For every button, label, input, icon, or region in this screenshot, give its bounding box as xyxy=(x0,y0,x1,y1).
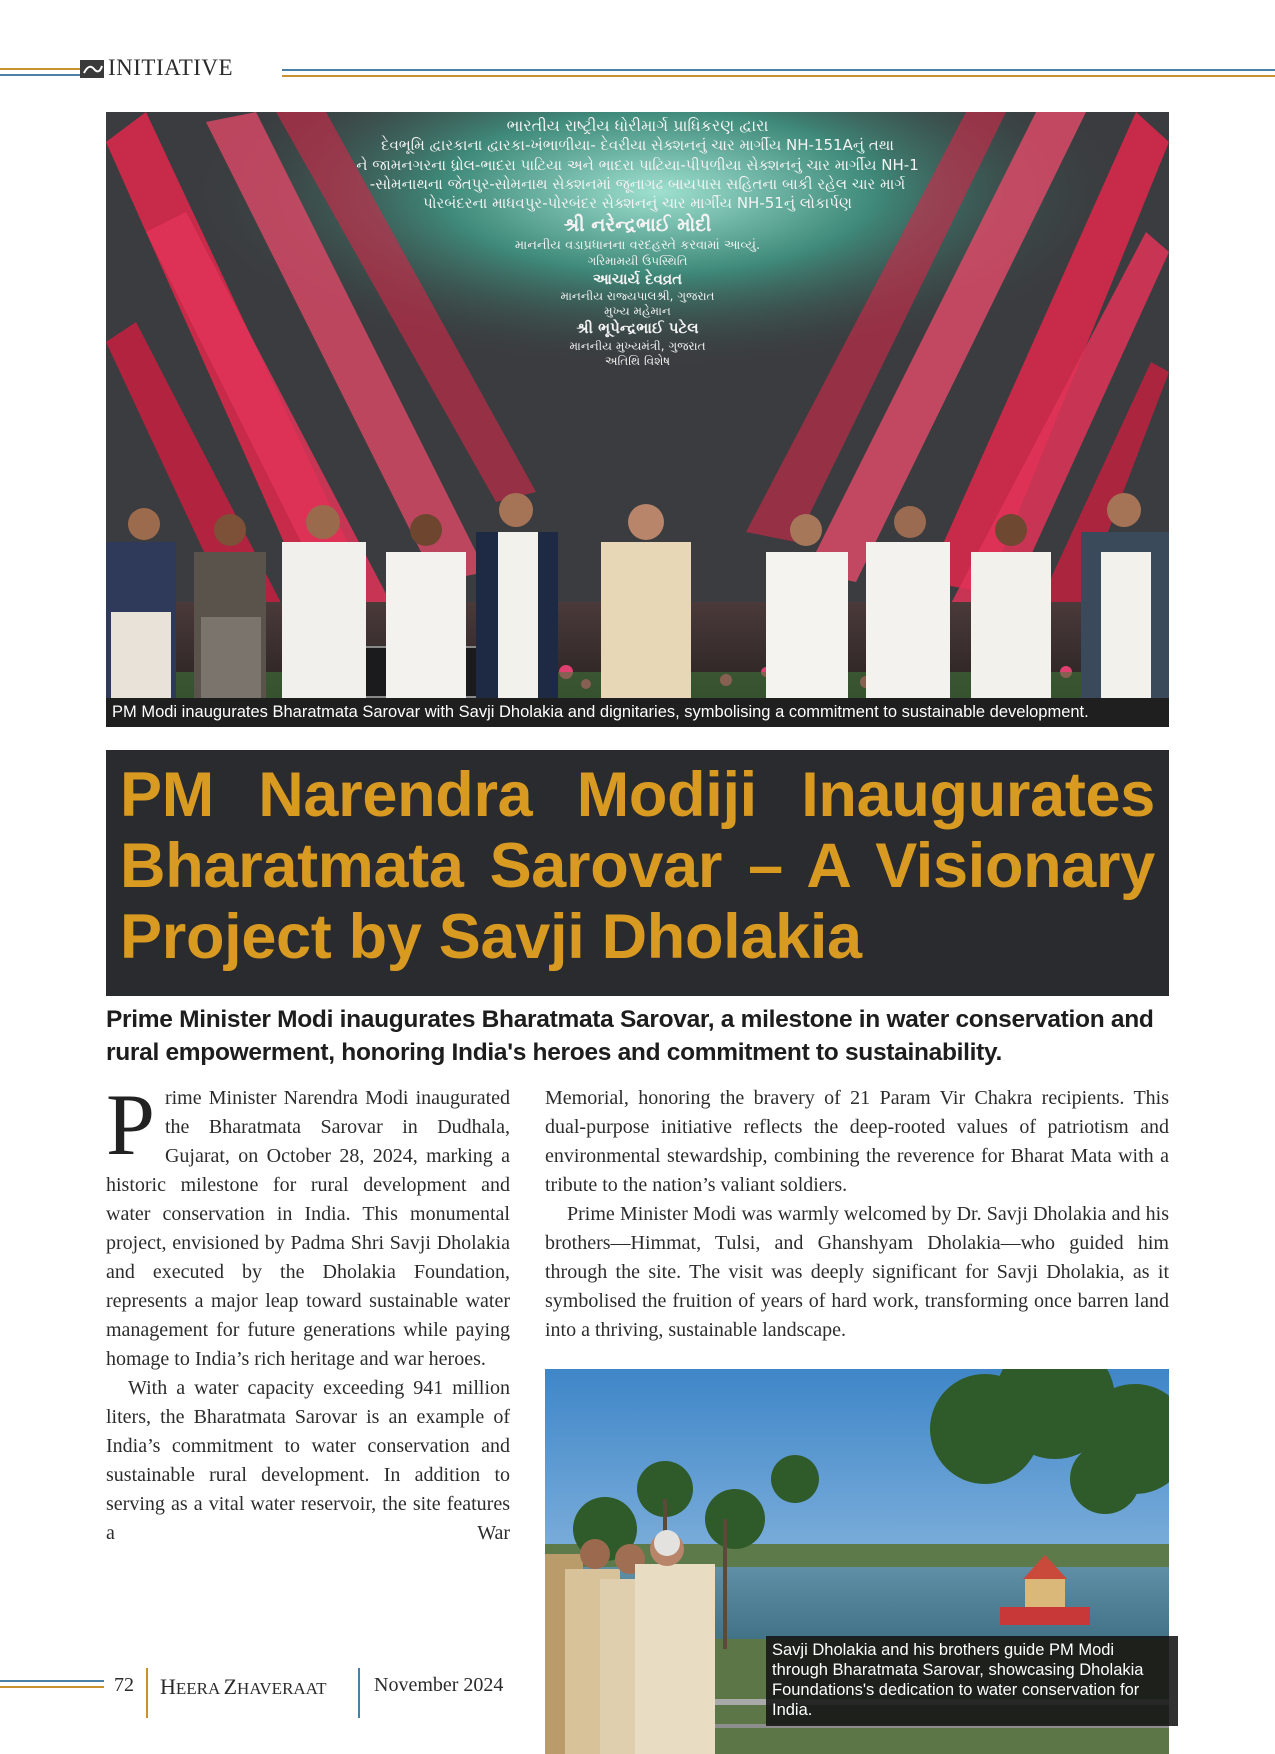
article-title: PM Narendra Modiji Inaugurates Bharatmata Sarovar – A Visionary Project by Savji Dholakia xyxy=(120,760,1155,972)
body-column-right xyxy=(545,1084,1169,1345)
banner-line: માનનીય મુખ્યમંત્રી, ગુજરાત xyxy=(569,338,706,353)
tour-photo-caption: Savji Dholakia and his brothers guide PM Modi through Bharatmata Sarovar, showcasing Dholakia Foundations's dedication to water conservation for India. xyxy=(766,1636,1178,1726)
publication-initial-1: H xyxy=(160,1674,176,1699)
paragraph-2-end: Memorial, honoring the bravery of 21 Param Vir Chakra recipients. This dual-purpose initiative reflects the deep-rooted values of patriotism and environmental stewardship, combining the reverence for Bharat Mata with a tribute to the nation’s valiant soldiers. xyxy=(545,1087,1169,1196)
title-box xyxy=(106,750,1169,996)
banner-line: અતિથિ વિશેષ xyxy=(604,353,671,368)
article-subtitle: Prime Minister Modi inaugurates Bharatmata Sarovar, a milestone in water conservation and rural empowerment, honoring India's heroes and commitment to sustainability. xyxy=(106,1006,1154,1066)
footer-divider-gold xyxy=(146,1668,148,1718)
hero-caption: PM Modi inaugurates Bharatmata Sarovar with Savji Dholakia and dignitaries, symbolising a commitment to sustainable development. xyxy=(106,698,1169,727)
publication-part-2: HAVERAAT xyxy=(237,1679,327,1698)
footer-rule-gold xyxy=(0,1686,104,1688)
banner-line: માનનીય રાજ્યપાલશ્રી, ગુજરાત xyxy=(560,288,715,303)
header-rule-gold-left xyxy=(0,68,80,70)
banner-line: ને જામનગરના ધ્રોલ-ભાદરા પાટિયા અને ભાદરા પાટિયા-પીપળીયા સેક્શનનું ચાર માર્ગીય NH-1 xyxy=(356,155,919,174)
footer-divider-blue xyxy=(358,1668,360,1718)
banner-line: દેવભૂમિ દ્વારકાના દ્વારકા-ખંભાળીયા- દેવરીયા સેક્શનનું ચાર માર્ગીય NH-151Aનું તથા xyxy=(381,136,894,155)
paragraph-1-text: rime Minister Narendra Modi inaugurated the Bharatmata Sarovar in Dudhala, Gujarat, on October 28, 2024, marking a historic milestone for rural development and water conservation in India. This monumental project, envisioned by Padma Shri Savji Dholakia and executed by the Dholakia Foundation, represents a major leap toward sustainable water management for future generations while paying homage to India’s rich heritage and war heroes. xyxy=(106,1087,510,1370)
hero-photo xyxy=(106,112,1169,698)
footer-rule-blue xyxy=(0,1680,104,1682)
section-label: INITIATIVE xyxy=(108,55,234,80)
hero-banner-text xyxy=(106,116,1169,369)
header-rule-gold-right xyxy=(282,75,1275,77)
banner-line: શ્રી ભૂપેન્દ્રભાઈ પટેલ xyxy=(576,319,699,338)
banner-line: મુખ્ય મહેમાન xyxy=(604,304,671,319)
publication-initial-2: Z xyxy=(223,1674,238,1699)
initiative-icon xyxy=(80,60,104,78)
banner-line: ભારતીય રાષ્ટ્રીય ધોરીમાર્ગ પ્રાધિકરણ દ્વારા xyxy=(506,116,769,135)
banner-line: -સોમનાથના જેતપુર-સોમનાથ સેક્શનમાં જૂનાગઢ બાયપાસ સહિતના બાકી રહેલ ચાર માર્ગ xyxy=(369,174,906,193)
header-rule-blue-right xyxy=(282,69,1275,71)
paragraph-3: Prime Minister Modi was warmly welcomed by Dr. Savji Dholakia and his brothers—Himmat, Tulsi, and Ghanshyam Dholakia—who guided him through the site. The visit was deeply significant for Savji Dholakia, as it symbolised the fruition of years of hard work, transforming once barren land into a thriving, sustainable landscape. xyxy=(545,1203,1169,1341)
publication-part-1: EERA xyxy=(175,1679,224,1698)
publication-name xyxy=(160,1674,326,1700)
banner-line: પોરબંદરના માધવપુર-પોરબંદર સેક્શનનું ચાર માર્ગીય NH-51નું લોકાર્પણ xyxy=(423,194,852,213)
body-column-left xyxy=(106,1077,510,1548)
banner-line: માનનીય વડાપ્રધાનના વરદહસ્તે કરવામાં આવ્યું. xyxy=(514,237,761,253)
drop-cap: P xyxy=(106,1077,155,1174)
banner-line: શ્રી નરેન્દ્રભાઈ મોદી xyxy=(563,214,712,237)
page-number: 72 xyxy=(114,1674,134,1696)
paragraph-2-start: With a water capacity exceeding 941 million liters, the Bharatmata Sarovar is an example of India’s commitment to water conservation and sustainable rural development. In addition to serving as a vital water reservoir, the site features a War xyxy=(106,1377,510,1544)
paragraph-1 xyxy=(106,1077,510,1374)
banner-line: આચાર્ય દેવવ્રત xyxy=(592,269,683,288)
header-rule-blue-left xyxy=(0,74,80,76)
banner-line: ગરિમામયી ઉપસ્થિતિ xyxy=(587,254,688,269)
issue-date: November 2024 xyxy=(374,1674,504,1696)
